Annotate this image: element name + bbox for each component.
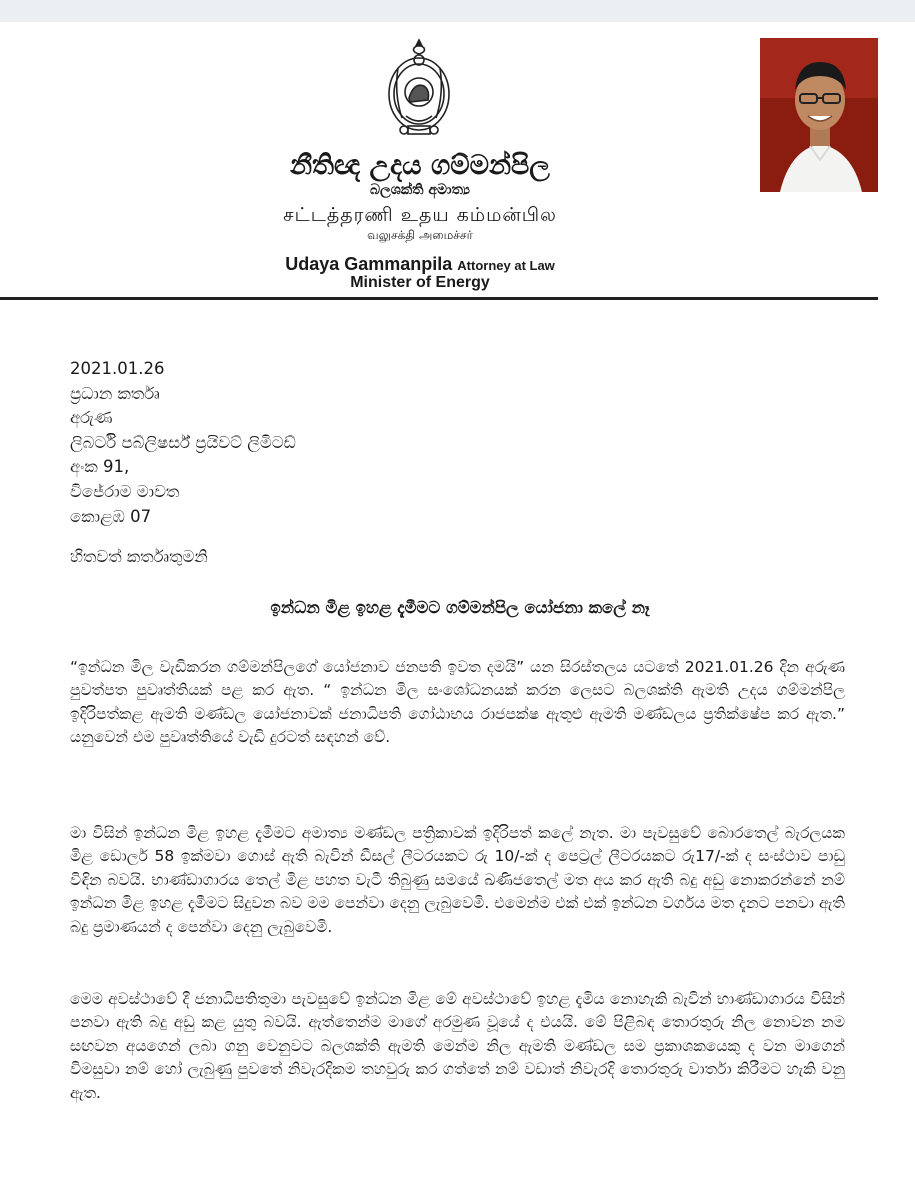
english-name: Udaya Gammanpila <box>285 254 453 274</box>
body-paragraph-3: මෙම අවස්ථාවේ දී ජනාධිපතිතුමා පැවසුවේ ඉන්ධන මිළ මේ අවස්ථාවේ ඉහළ දැමිය නොහැකි බැවින් භාණ්ඩාගාරය විසින් පනවා ඇති බදු අඩු කළ යුතු බවයි. ඇත්තෙන්ම මාගේ අරමුණ වූයේ ද එයයි. මේ පිළිබඳ තොරතුරු නිල නොවන නම සඟවන අයගෙන් ලබා ගනු වෙනුවට බලශක්ති ඇමති මෙන්ම නිල ඇමති මණ්ඩල සම ප්‍රකාශකයෙකු ද වන මාගෙන් විමසුවා නම් හෝ ලැබුණු පුවතේ නිවැරදිකම තහවුරු කර ගත්තේ නම් වඩාත් නිවැරදි තොරතුරු වාර්තා කිරීමට හැකි වනු ඇත. <box>70 990 845 1102</box>
letterhead-divider <box>0 297 878 300</box>
letterhead-title-tamil: வலுசக்தி அமைச்சர் <box>367 228 473 242</box>
sri-lanka-emblem-icon <box>384 38 454 138</box>
address-line: විජේරාම මාවත <box>70 481 180 501</box>
address-line: ලිබර්ටි පබ්ලිෂර්ස් ප්‍රයිවට් ලිමිටඩ් <box>70 432 296 452</box>
letter-date: 2021.01.26 <box>70 359 165 378</box>
letterhead-name-english <box>250 254 590 275</box>
english-credential: Attorney at Law <box>457 258 555 273</box>
minister-portrait <box>760 38 878 192</box>
address-line: කොළඹ 07 <box>70 506 152 526</box>
letterhead-name-tamil: சட்டத்தரணி உதய கம்மன்பில <box>283 204 557 226</box>
recipient-address-block <box>70 357 296 529</box>
top-strip <box>0 0 915 22</box>
address-line: අරුණ <box>70 408 113 428</box>
salutation: හිතවත් කර්තෘතුමනි <box>70 547 208 566</box>
body-paragraph-1: “ඉන්ධන මිල වැඩිකරන ගම්මන්පිලගේ යෝජනාව ජනපති ඉවත දමයි” යන සිරස්තලය යටතේ 2021.01.26 දින අරුණ පුවත්පත පුවෘත්තියක් පළ කර ඇත. “ ඉන්ධන මිල සංශෝධනයක් කරන ලෙසට බලශක්ති ඇමති උදය ගම්මන්පිල ඉදිරිපත්කළ ඇමති මණ්ඩල යෝජනාවක් ජනාධිපති ගෝඨාභය රාජපක්ෂ ඇතුළු ඇමති මණ්ඩලය ප්‍රතික්ෂේප කර ඇත.” යනුවෙන් එම පුවෘත්තියේ වැඩි දුරටත් සඳහන් වේ. <box>70 658 845 747</box>
body-paragraph-2: මා විසින් ඉන්ධන මිළ ඉහළ දැමීමට අමාත්‍ය මණ්ඩල පත්‍රිකාවක් ඉදිරිපත් කලේ නැත. මා පැවසුවේ බොරතෙල් බැරලයක මිළ ඩොලර් 58 ඉක්මවා ගොස් ඇති බැවින් ඩීසල් ලීටරයකට රු 10/-ක් ද පෙට්‍රල් ලීටරයකට රු17/-ක් ද සංස්ථාව පාඩු විඳින බවයි. භාණ්ඩාගාරය තෙල් මිළ පහත වැටී තිබුණු සමයේ ඛණිජතෙල් මත අය කර ඇති බදු අඩු නොකරන්නේ නම් ඉන්ධන මිළ ඉහළ දැමීමට සිදුවන බව මම පෙන්වා දෙනු ලැබුවෙමි. එමෙන්ම එක් එක් ඉන්ධන වර්ගය මත දැනට පනවා ඇති බදු ප්‍රමාණයන් ද පෙන්වා දෙනු ලැබුවෙමි. <box>70 824 845 936</box>
letter-subject: ඉන්ධන මිළ ඉහළ දැමීමට ගම්මන්පිල යෝජනා කලේ නෑ <box>270 598 650 617</box>
letterhead-title-english: Minister of Energy <box>350 274 490 291</box>
letterhead-name-sinhala: නීතිඥ උදය ගම්මන්පිල <box>290 150 550 181</box>
letterhead-title-sinhala: බලශක්ති අමාත්‍ය <box>370 182 470 198</box>
address-line: අංක 91, <box>70 457 130 477</box>
address-line: ප්‍රධාන කර්තෘ <box>70 383 160 403</box>
